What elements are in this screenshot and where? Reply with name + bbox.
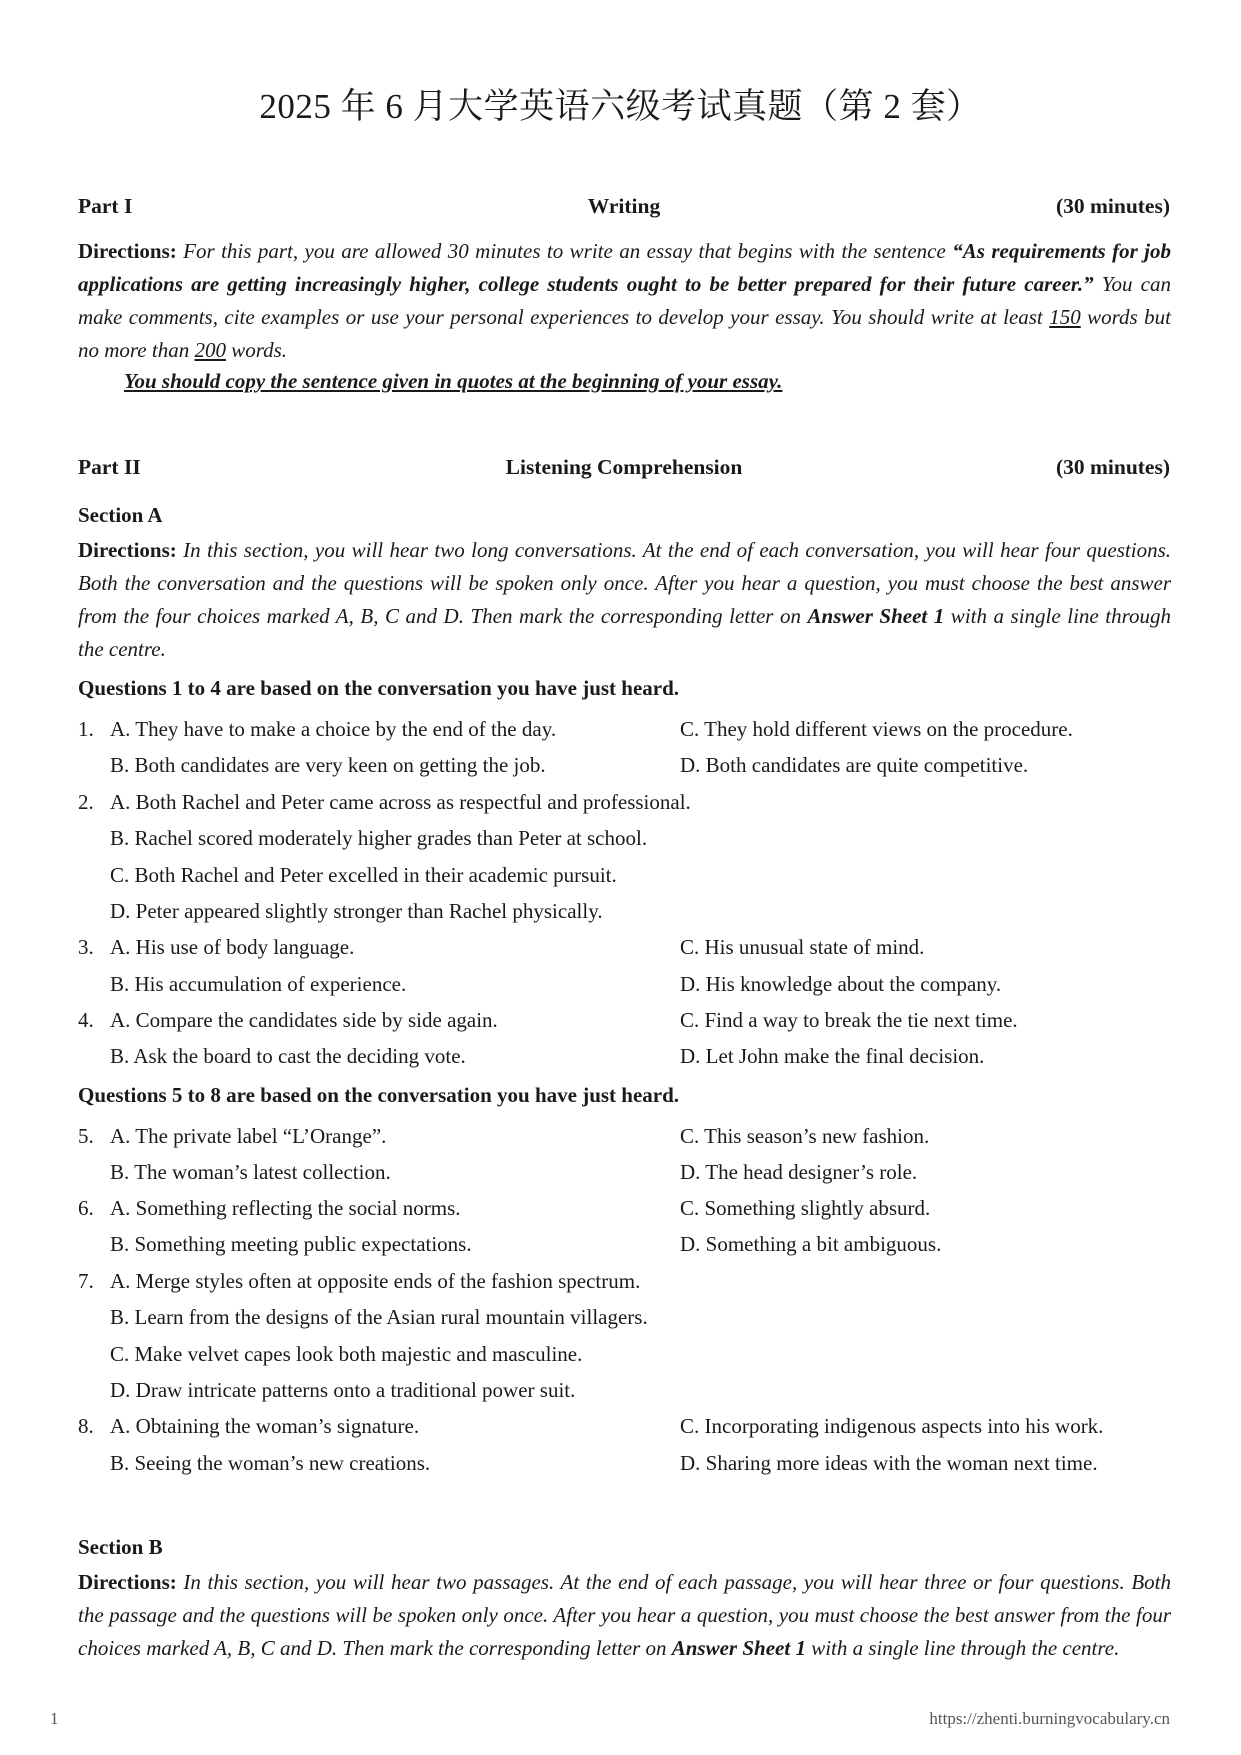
option-c: C. His unusual state of mind. <box>680 935 925 959</box>
option-c: C. This season’s new fashion. <box>680 1124 930 1148</box>
part2-time: (30 minutes) <box>1055 455 1170 479</box>
option-b: B. His accumulation of experience. <box>110 972 407 996</box>
option-a: A. Merge styles often at opposite ends of the fashion spectrum. <box>110 1269 641 1293</box>
question-number: 7. <box>78 1269 94 1293</box>
option-a: A. The private label “L’Orange”. <box>110 1124 387 1148</box>
part1-directions <box>78 235 1171 367</box>
question-number: 6. <box>78 1196 94 1220</box>
option-a: A. His use of body language. <box>110 935 355 959</box>
max-word-count: 200 <box>194 338 226 362</box>
option-c: C. They hold different views on the procedure. <box>680 717 1073 741</box>
option-d: D. Something a bit ambiguous. <box>680 1232 942 1256</box>
answer-sheet-ref: Answer Sheet 1 <box>807 604 945 628</box>
essay-opening-quote: “As requirements for job applications are getting increasingly higher, college students ought to be better prepared for their future career.” <box>78 239 1171 296</box>
section-b-heading: Section B <box>78 1535 163 1559</box>
footer-url[interactable]: https://zhenti.burningvocabulary.cn <box>929 1709 1170 1728</box>
option-d: D. Both candidates are quite competitive. <box>680 753 1029 777</box>
part2-name: Listening Comprehension <box>505 455 743 479</box>
part2-header <box>78 452 1170 482</box>
directions-text: In this section, you will hear two long conversations. At the end of each conversation, you will hear four questions. Both the conversation and the questions will be spoken only once. After you hear a question, you must choose the best answer from the four choices marked A, B, C and D. Then mark the corresponding letter on <box>78 538 1171 628</box>
question-number: 2. <box>78 790 94 814</box>
answer-sheet-ref: Answer Sheet 1 <box>671 1636 806 1660</box>
directions-label: Directions: <box>78 538 177 562</box>
directions-text: with a single line through the centre. <box>805 1636 1120 1660</box>
part1-label: Part I <box>78 194 133 218</box>
question-group-heading: Questions 5 to 8 are based on the conversation you have just heard. <box>78 1083 680 1107</box>
directions-text: For this part, you are allowed 30 minutes to write an essay that begins with the sentence <box>176 239 953 263</box>
directions-text: words. <box>225 338 288 362</box>
option-d: D. Sharing more ideas with the woman next time. <box>680 1451 1098 1475</box>
directions-label: Directions: <box>78 1570 177 1594</box>
question-group-heading: Questions 1 to 4 are based on the conversation you have just heard. <box>78 676 680 700</box>
exam-title: 2025 年 6 月大学英语六级考试真题（第 2 套） <box>259 87 982 126</box>
option-d: D. Draw intricate patterns onto a traditional power suit. <box>110 1378 576 1402</box>
directions-text: words but no more than <box>78 305 1171 362</box>
part1-name: Writing <box>587 194 661 218</box>
section-b-directions <box>78 1566 1171 1665</box>
option-a: A. They have to make a choice by the end of the day. <box>110 717 557 741</box>
option-c: C. Something slightly absurd. <box>680 1196 931 1220</box>
option-b: B. Learn from the designs of the Asian rural mountain villagers. <box>110 1305 648 1329</box>
directions-text: In this section, you will hear two passages. At the end of each passage, you will hear three or four questions. Both the passage and the questions will be spoken only once. After you hear a question, you must choose the best answer from the four choices marked A, B, C and D. Then mark the corresponding letter on <box>78 1570 1171 1660</box>
option-c: C. Find a way to break the tie next time. <box>680 1008 1018 1032</box>
directions-text: You can make comments, cite examples or use your personal experiences to develop your essay. You should write at least <box>78 272 1171 329</box>
copy-sentence-note: You should copy the sentence given in quotes at the beginning of your essay. <box>124 369 783 393</box>
question-number: 1. <box>78 717 94 741</box>
option-b: B. Both candidates are very keen on getting the job. <box>110 753 546 777</box>
option-b: B. Rachel scored moderately higher grades than Peter at school. <box>110 826 648 850</box>
option-d: D. His knowledge about the company. <box>680 972 1002 996</box>
directions-label: Directions: <box>78 239 177 263</box>
directions-text: with a single line through the centre. <box>78 604 1171 661</box>
part2-label: Part II <box>78 455 141 479</box>
option-b: B. Something meeting public expectations. <box>110 1232 472 1256</box>
option-c: C. Both Rachel and Peter excelled in their academic pursuit. <box>110 863 617 887</box>
option-d: D. Let John make the final decision. <box>680 1044 985 1068</box>
option-a: A. Something reflecting the social norms. <box>110 1196 461 1220</box>
part1-header <box>78 191 1170 221</box>
question-number: 8. <box>78 1414 94 1438</box>
option-b: B. The woman’s latest collection. <box>110 1160 391 1184</box>
question-number: 5. <box>78 1124 94 1148</box>
option-d: D. The head designer’s role. <box>680 1160 918 1184</box>
option-a: A. Both Rachel and Peter came across as respectful and professional. <box>110 790 691 814</box>
option-a: A. Obtaining the woman’s signature. <box>110 1414 420 1438</box>
option-b: B. Seeing the woman’s new creations. <box>110 1451 431 1475</box>
option-d: D. Peter appeared slightly stronger than Rachel physically. <box>110 899 603 923</box>
question-number: 3. <box>78 935 94 959</box>
min-word-count: 150 <box>1049 305 1081 329</box>
page-number: 1 <box>50 1709 59 1728</box>
option-a: A. Compare the candidates side by side again. <box>110 1008 498 1032</box>
section-a-directions <box>78 534 1171 666</box>
section-a-heading: Section A <box>78 503 163 527</box>
option-b: B. Ask the board to cast the deciding vote. <box>110 1044 466 1068</box>
part1-time: (30 minutes) <box>1055 194 1170 218</box>
option-c: C. Make velvet capes look both majestic and masculine. <box>110 1342 583 1366</box>
option-c: C. Incorporating indigenous aspects into his work. <box>680 1414 1104 1438</box>
question-number: 4. <box>78 1008 94 1032</box>
